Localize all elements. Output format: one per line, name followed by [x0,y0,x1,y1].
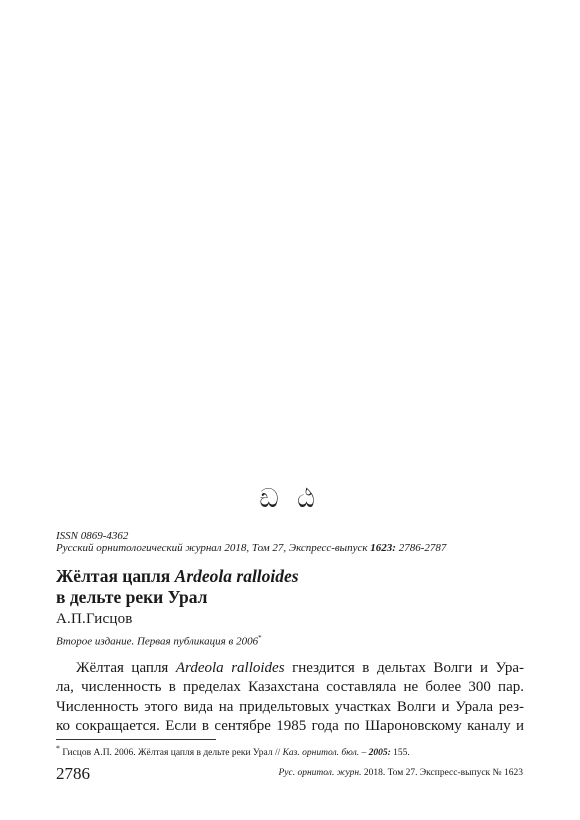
title-line-2: в дельте реки Урал [56,587,208,607]
body-line: ла, численность в пределах Казахстана составляла не более 300 пар. [56,679,524,696]
species-name: Ardeola ralloides [175,660,285,676]
footnote-source: Каз. орнитол. бюл. – [282,748,369,759]
page-range: 2786-2787 [395,542,447,554]
footnote-pages: 155. [390,748,410,759]
running-issue: 2018. Том 27. Экспресс-выпуск № 1623 [361,768,523,778]
body-line: Численность этого вида на придельтовых участках Волги и Урала рез- [56,698,524,715]
footnote-year: 2005: [368,748,391,759]
running-footer [278,768,523,778]
title-prefix: Жёлтая цапля [56,566,175,586]
body-text: Жёлтая цапля [76,660,176,676]
body-text: гнездится в дельтах Волги и Ура- [284,660,525,676]
footnote [56,744,410,758]
page-number: 2786 [56,764,90,783]
issue-number: 1623: [370,542,396,554]
issn: ISSN 0869-4362 [56,530,129,542]
running-journal: Рус. орнитол. журн. [278,768,362,778]
footnote-marker: * [258,634,262,642]
body-line: ко сокращается. Если в сентябре 1985 года по Шароновскому каналу и [56,718,524,735]
article-title [56,566,299,608]
author: А.П.Гисцов [56,611,133,627]
footnote-text: Гисцов А.П. 2006. Жёлтая цапля в дельте реки Урал // [59,748,283,759]
title-species: Ardeola ralloides [174,566,299,586]
body-paragraph [56,659,524,737]
edition-note [56,634,262,648]
edition-text: Второе издание. Первая публикация в 2006 [56,635,259,648]
ornament-divider: ඩ ඨ [259,484,321,513]
journal-name: Русский орнитологический журнал 2018, Том 27, Экспресс-выпуск [56,542,371,554]
title-line-1 [56,566,299,587]
body-line [56,659,524,678]
journal-citation [56,542,446,554]
footnote-mark: * [56,744,60,753]
footnote-rule [56,739,216,740]
